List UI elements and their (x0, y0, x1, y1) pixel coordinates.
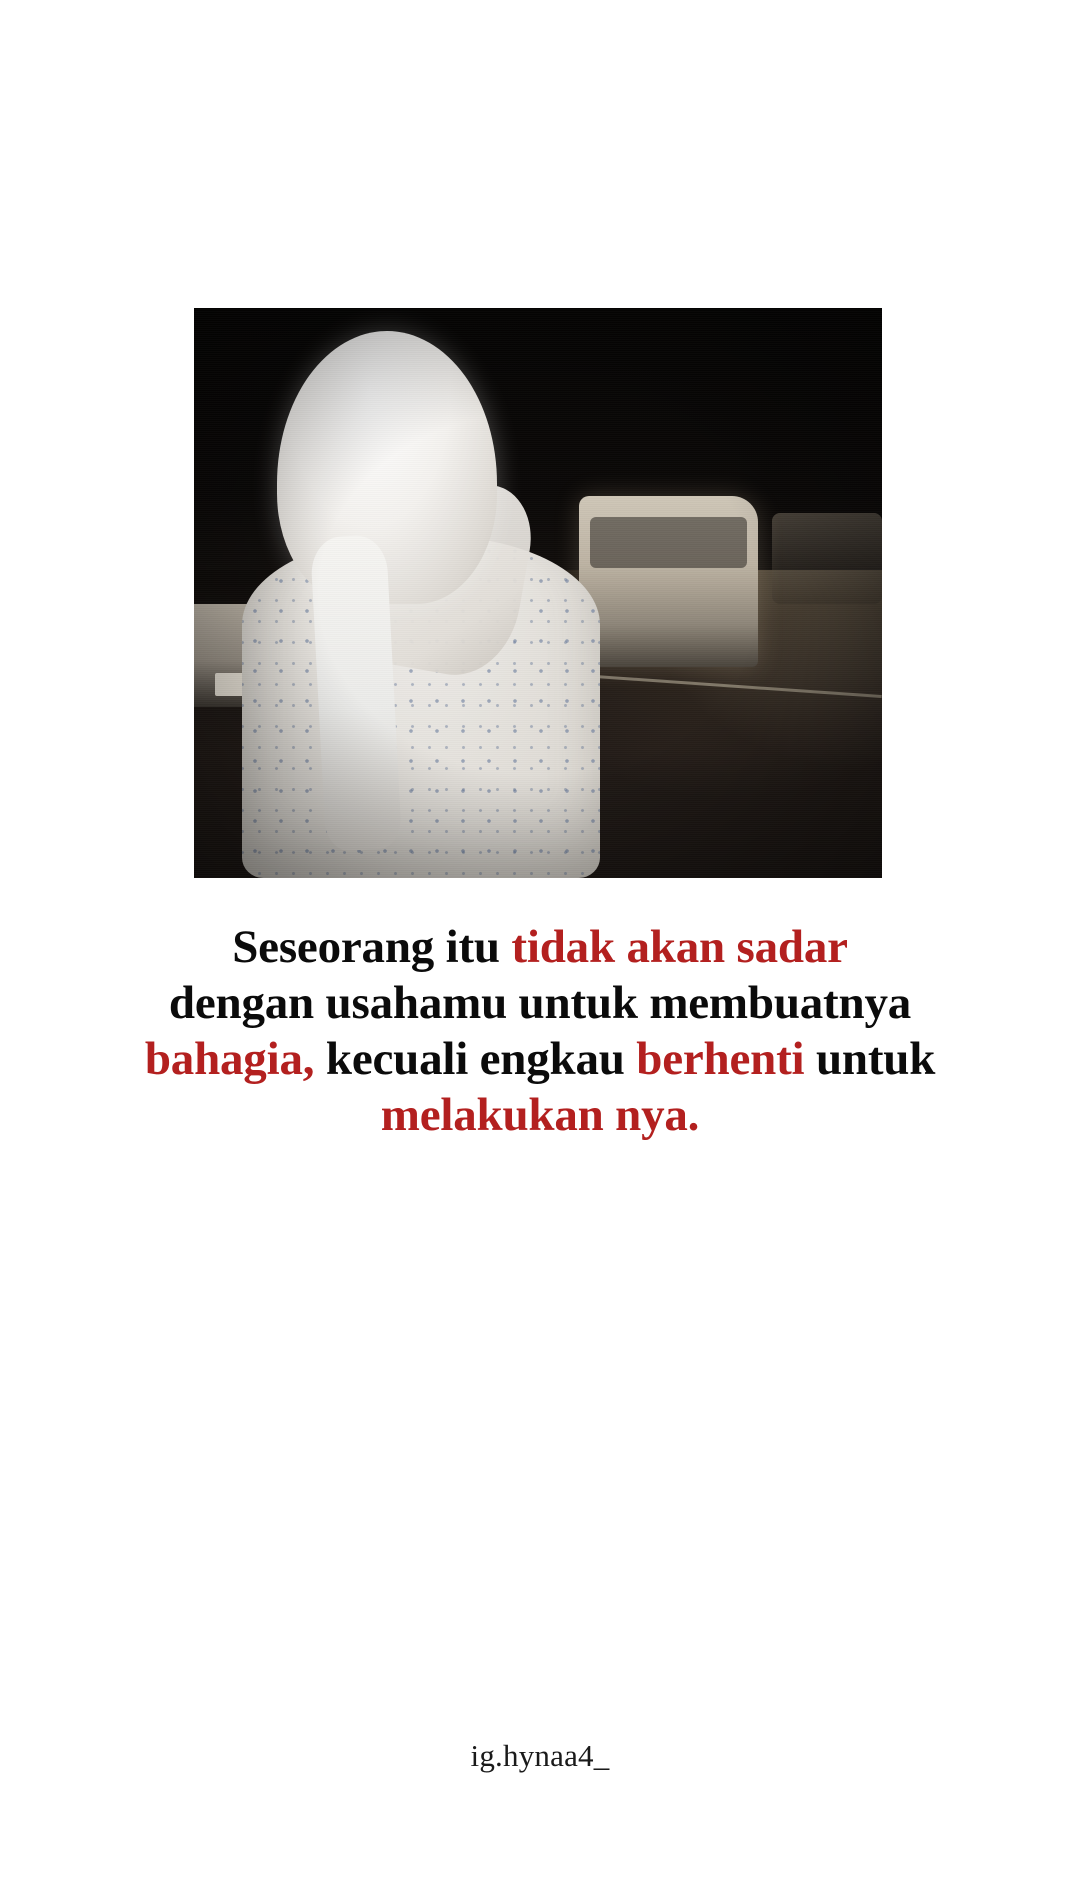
road-kerb-line (566, 673, 882, 698)
caption-line-3-accent-1: bahagia, (144, 1032, 315, 1085)
caption-line-3-accent-2: berhenti (636, 1032, 805, 1085)
caption-line-1 (100, 920, 980, 976)
account-handle: ig.hynaa4_ (470, 1738, 610, 1773)
caption-line-3 (100, 1032, 980, 1088)
caption-line-3-plain-2: untuk (804, 1032, 936, 1085)
photo-scene (194, 308, 882, 878)
caption-line-4-accent: melakukan nya. (380, 1088, 700, 1141)
caption-line-1-plain: Seseorang itu (232, 921, 512, 973)
caption-line-4 (100, 1088, 980, 1144)
parked-van (579, 496, 758, 667)
caption-line-1-accent: tidak akan sadar (511, 921, 848, 973)
caption-line-2-plain: dengan usahamu untuk membuatnya (168, 976, 912, 1029)
quote-caption (100, 920, 980, 1144)
photo (194, 308, 882, 878)
background-object (772, 513, 882, 604)
caption-line-2 (100, 976, 980, 1032)
caption-line-3-plain-1: kecuali engkau (314, 1032, 637, 1085)
hijab-tail (310, 534, 402, 851)
